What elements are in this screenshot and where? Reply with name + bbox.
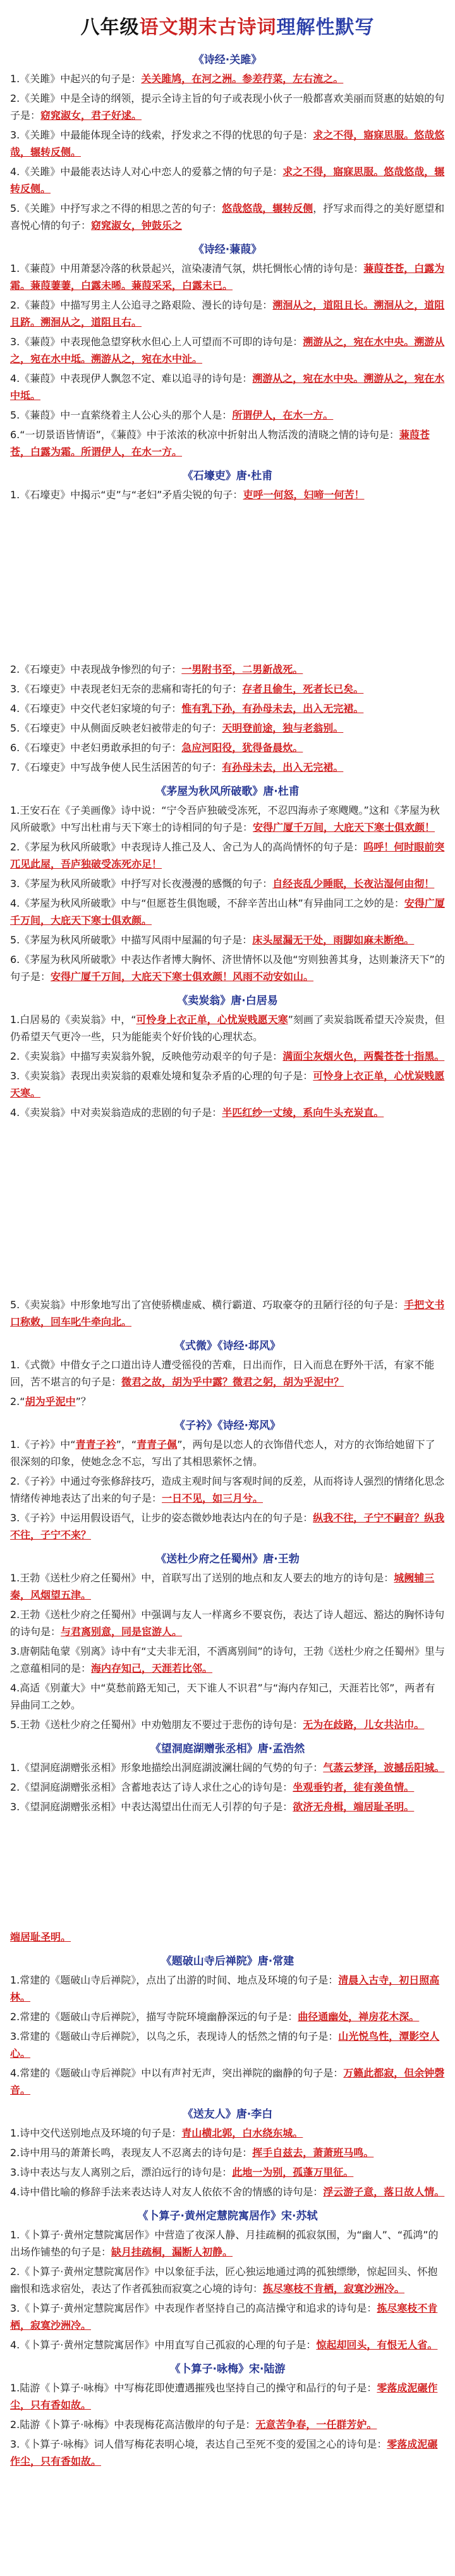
answer-text: 蒹葭苍苍，白露为霜。所谓伊人，在水一方。	[10, 429, 430, 458]
question-item	[10, 1972, 445, 2006]
answer-text: 可怜身上衣正单，心忧炭贱愿天寒。	[10, 1070, 445, 1099]
question-item	[10, 931, 445, 948]
answer-text: 气蒸云梦泽，波撼岳阳城。	[323, 1762, 445, 1774]
question-text: 3.《子衿》中运用假设语气，让步的姿态微妙地表达内在的句子是：	[10, 1512, 313, 1524]
title-grade: 八年级	[80, 16, 140, 39]
question-item	[10, 2416, 445, 2433]
answer-text: 胡为乎泥中	[25, 1395, 76, 1408]
section-heading: 《卜算子·咏梅》宋·陆游	[169, 2363, 286, 2376]
question-item	[10, 2226, 445, 2260]
question-item	[10, 739, 445, 756]
question-text: 4.常建的《题破山寺后禅院》中以有声衬无声，突出禅院的幽静的句子是：	[10, 2067, 344, 2079]
answer-text: 浮云游子意，落日故人情。	[323, 2186, 445, 2198]
question-text: 3.《茅屋为秋风所破歌》中抒写对长夜漫漫的感慨的句子：	[10, 878, 273, 890]
question-text: 2.《望洞庭湖赠张丞相》含蓄地表达了诗人求仕之心的诗句是：	[10, 1781, 293, 1793]
answer-text: 满面尘灰烟火色，两鬓苍苍十指黑。	[282, 1050, 445, 1062]
question-text: 2.《子衿》中通过夸张修辞技巧，造成主观时间与客观时间的反差，从而将诗人强烈的情绪化思念情绪传神地表达了出来的句子是：	[10, 1475, 445, 1504]
answer-text: 天明登前途，独与老翁别。	[222, 722, 344, 734]
answer-text: 呜呼！何时眼前突兀见此屋，吾庐独破受冻死亦足！	[10, 841, 445, 870]
question-text: 5.《石壕吏》中从侧面反映老妇被带走的句子：	[10, 722, 222, 734]
answer-text: 青青子衿	[75, 1438, 116, 1451]
question-text: 3.《石壕吏》中表现老妇无奈的悲痛和寄托的句子：	[10, 683, 243, 695]
answer-text: 无意苦争春，一任群芳妒。	[255, 2419, 377, 2431]
question-text: 1.王勃《送杜少府之任蜀州》中，首联写出了送别的地点和友人要去的地方的诗句是：	[10, 1572, 394, 1584]
question-text: 3.《卖炭翁》表现出卖炭翁的艰难处境和复杂矛盾的心理的句子是：	[10, 1070, 313, 1082]
question-text: 2.《石壕吏》中表现战争惨烈的句子：	[10, 663, 182, 675]
answer-text: 求之不得，寤寐思服。悠哉悠哉，辗转反侧。	[10, 166, 445, 195]
answer-text: 挥手自兹去，萧萧班马鸣。	[252, 2147, 374, 2159]
question-text: 1.《式微》中借女子之口道出诗人遭受徭役的苦难，日出而作，日入而息在野外干活，有家不能回，苦不堪言的句子是：	[10, 1359, 435, 1388]
answer-text: 有孙母未去，出入无完裙。	[222, 761, 344, 773]
question-item	[10, 90, 445, 124]
question-item	[10, 426, 445, 460]
question-item	[10, 1011, 445, 1045]
section-heading: 《式微》《诗经·邶风》	[174, 1340, 281, 1352]
question-item	[10, 1048, 445, 1065]
question-item	[10, 2064, 445, 2099]
section-heading: 《题破山寺后禅院》唐·常建	[161, 1955, 294, 1968]
answer-text: 端居耻圣明。	[10, 1931, 71, 1943]
question-item	[10, 1067, 445, 1101]
question-text: 2.诗中用马的萧萧长鸣，表现友人不忍离去的诗句是：	[10, 2147, 253, 2159]
question-item	[10, 1104, 445, 1121]
question-text: 6.《茅屋为秋风所破歌》中表达作者博大胸怀、济世情怀以及他“穷则独善其身，达则兼济天下”的句子是：	[10, 954, 445, 983]
continued-answer	[10, 1929, 445, 1946]
answer-text: 清晨入古寺，初日照高林。	[10, 1974, 440, 2003]
answer-text: 青山横北郭，白水绕东城。	[181, 2127, 303, 2139]
answer-text: 一日不见，如三月兮。	[162, 1492, 264, 1504]
question-item	[10, 661, 445, 678]
question-item	[10, 370, 445, 404]
question-item	[10, 70, 445, 87]
question-text: 4.《关雎》中最能表达诗人对心中恋人的爱慕之情的句子是：	[10, 166, 283, 178]
question-text: 3.《卜算子·黄州定慧院寓居作》中表现作者坚持自己的高洁操守和追求的诗句是：	[10, 2302, 377, 2314]
content-block-2	[10, 661, 445, 1124]
section-heading: 《送杜少府之任蜀州》唐·王勃	[155, 1553, 300, 1566]
section-heading: 《卜算子·黄州定慧院寓居作》宋·苏轼	[137, 2210, 318, 2223]
question-text: 2.《卖炭翁》中描写卖炭翁外貌，反映他劳动艰辛的句子是：	[10, 1050, 283, 1062]
question-text: 6.“一切景语皆情语”，《蒹葭》中于浓浓的秋凉中折射出人物活泼的清晓之情的诗句是：	[10, 429, 399, 441]
question-item	[10, 802, 445, 836]
answer-text: 万籁此都寂，但余钟磬音。	[10, 2067, 445, 2096]
question-item	[10, 407, 445, 424]
question-text: ”，两句是以恋人的衣饰借代恋人，对方的衣饰给她留下了很深刻的印象，使她念念不忘，写出了其相思萦怀之情。	[10, 1438, 435, 1468]
question-item	[10, 126, 445, 161]
question-text: 2.《茅屋为秋风所破歌》中表现诗人推己及人、舍己为人的高尚情怀的句子是：	[10, 841, 364, 853]
question-text: 5.《卖炭翁》中形象地写出了宫使骄横虚威、横行霸道、巧取豪夺的丑陋行径的句子是：	[10, 1299, 404, 1311]
question-item	[10, 2379, 445, 2413]
answer-text: 吏呼一何怒，妇啼一何苦！	[243, 489, 365, 501]
question-text: ”？	[75, 1395, 91, 1408]
question-text: 1.《蒹葭》中用萧瑟冷落的秋景起兴，渲染凄清气氛，烘托惆怅心情的诗句是：	[10, 262, 364, 274]
question-text: ，抒写求而得之的美好愿望和喜悦心情的句子：	[10, 202, 445, 231]
question-item	[10, 700, 445, 717]
answer-text: 悠哉悠哉，辗转反侧	[222, 202, 313, 214]
section-heading: 《望洞庭湖赠张丞相》唐·孟浩然	[150, 1743, 305, 1755]
answer-text: 曲径通幽处，禅房花木深。	[298, 2011, 420, 2023]
answer-text: 惊起却回头，有恨无人省。	[316, 2339, 438, 2351]
question-text: 5.《关雎》中抒写求之不得的相思之苦的句子：	[10, 202, 222, 214]
question-item	[10, 2183, 445, 2200]
question-item	[10, 1716, 445, 1733]
answer-text: 拣尽寒枝不肯栖，寂寞沙洲冷。	[263, 2283, 405, 2295]
question-item	[10, 1436, 445, 1470]
answer-text: 床头屋漏无干处，雨脚如麻未断绝。	[252, 934, 415, 946]
answer-text: 纵我不往，子宁不嗣音？纵我不往，子宁不来？	[10, 1512, 445, 1541]
answer-text: 溯游从之，宛在水中央。溯游从之，宛在水中坻。溯游从之，宛在水中沚。	[10, 336, 445, 365]
question-text: 3.《蒹葭》中表现他急望穿秋水但心上人可望而不可即的诗句是：	[10, 336, 303, 348]
question-text: 1.白居易的《卖炭翁》中，“	[10, 1014, 136, 1026]
answer-text: 青青子佩	[136, 1438, 178, 1451]
section-heading: 《子衿》《诗经·郑风》	[174, 1420, 281, 1432]
question-text: 4.《卜算子·黄州定慧院寓居作》中用直写自己孤寂的心理的句子是：	[10, 2339, 317, 2351]
answer-text: 拣尽寒枝不肯栖，寂寞沙洲冷。	[10, 2302, 438, 2331]
question-text: 2.《关雎》中是全诗的纲领，提示全诗主旨的句子或表现小伙子一般都喜欢美丽而贤惠的姑娘的句子是：	[10, 92, 445, 121]
question-text: 1.诗中交代送别地点及环境的句子是：	[10, 2127, 182, 2139]
answer-text: 一男附书至，二男新战死。	[181, 663, 303, 675]
title-type: 理解性默写	[276, 16, 375, 39]
question-item	[10, 2300, 445, 2334]
question-text: 3.《关雎》中最能体现全诗的线索，抒发求之不得的忧思的句子是：	[10, 129, 313, 141]
section-heading: 《茅屋为秋风所破歌》唐·杜甫	[155, 785, 300, 798]
answer-text: 城阙辅三秦，风烟望五津。	[10, 1572, 435, 1601]
question-item	[10, 1779, 445, 1796]
question-text: 4.《卖炭翁》中对卖炭翁造成的悲剧的句子是：	[10, 1107, 222, 1119]
question-item	[10, 2336, 445, 2353]
answer-text: 安得广厦千万间，大庇天下寒士俱欢颜！	[253, 821, 435, 833]
question-item	[10, 2144, 445, 2161]
content-block-3	[10, 1296, 445, 1818]
answer-text: 零落成泥碾作尘，只有香如故。	[10, 2438, 438, 2467]
answer-text: 安得广厦千万间，大庇天下寒士俱欢颜。	[10, 897, 445, 926]
question-item	[10, 333, 445, 367]
section-heading: 《诗经·蒹葭》	[193, 243, 262, 256]
question-text: 1.《卜算子·黄州定慧院寓居作》中营造了夜深人静、月挂疏桐的孤寂氛围，为“幽人”、“孤鸿”的出场作铺垫的句子是：	[10, 2229, 439, 2258]
question-item	[10, 260, 445, 294]
question-item	[10, 2028, 445, 2062]
question-text: 2.《卜算子·黄州定慧院寓居作》中以象征手法，匠心独运地通过鸿的孤独缥缈，惊起回头、怀抱幽恨和选求宿处，表达了作者孤独而寂寞之心境的诗句：	[10, 2266, 438, 2295]
question-item	[10, 1569, 445, 1604]
question-text: ”，“	[116, 1438, 137, 1451]
answer-text: 无为在歧路，儿女共沾巾。	[303, 1719, 425, 1731]
question-text: 5.《蒹葭》中一直萦绕着主人公心头的那个人是：	[10, 409, 233, 421]
question-item	[10, 1296, 445, 1330]
question-text: 7.《石壕吏》中写战争使人民生活困苦的句子：	[10, 761, 222, 773]
question-item	[10, 200, 445, 234]
question-text: 4.《蒹葭》中表现伊人飘忽不定、难以追寻的诗句是：	[10, 372, 253, 384]
question-item	[10, 1509, 445, 1543]
answer-text: 欲济无舟楫，端居耻圣明。	[293, 1801, 415, 1813]
answer-text: 关关雎鸠，在河之洲。参差荇菜，左右流之。	[141, 73, 344, 85]
question-item	[10, 680, 445, 697]
question-item	[10, 759, 445, 776]
question-text: 1.《石壕吏》中揭示“吏”与“老妇”矛盾尖锐的句子：	[10, 489, 243, 501]
question-text: 5.《茅屋为秋风所破歌》中描写风雨中屋漏的句子是：	[10, 934, 253, 946]
answer-text: 惟有乳下孙，有孙母未去，出入无完裙。	[181, 702, 364, 715]
question-text: 2.《蒹葭》中描写男主人公追寻之路艰险、漫长的诗句是：	[10, 299, 273, 311]
question-text: 2.“	[10, 1395, 25, 1408]
answer-text: 溯游从之，宛在水中央。溯游从之，宛在水中坻。	[10, 372, 445, 402]
page-title	[0, 11, 455, 39]
question-text: 1.《望洞庭湖赠张丞相》形象地描绘出洞庭湖波澜壮阔的气势的句子：	[10, 1762, 324, 1774]
answer-text: 所谓伊人，在水一方。	[232, 409, 334, 421]
content-block-1	[10, 44, 445, 506]
section-heading: 《送友人》唐·李白	[182, 2108, 273, 2121]
question-item	[10, 2008, 445, 2025]
section-heading: 《诗经·关雎》	[193, 54, 262, 66]
question-text: 3.常建的《题破山寺后禅院》，以鸟之乐，表现诗人的恬然之情的句子是：	[10, 2030, 339, 2042]
answer-text: 存者且偷生，死者长已矣。	[242, 683, 364, 695]
question-text: 4.《茅屋为秋风所破歌》中与“但愿苍生俱饱暖，不辞辛苦出山林”有异曲同工之妙的是：	[10, 897, 404, 909]
question-item	[10, 838, 445, 873]
answer-text: 微君之故，胡为乎中露？微君之躬，胡为乎泥中？	[121, 1376, 344, 1388]
answer-text: 海内存知己，天涯若比邻。	[91, 1662, 213, 1674]
question-item	[10, 1759, 445, 1776]
answer-text: 山光悦鸟性，潭影空人心。	[10, 2030, 440, 2059]
question-text: 2.陆游《卜算子·咏梅》中表现梅花高洁傲岸的句子是：	[10, 2419, 256, 2431]
answer-text: 半匹红纱一丈绫，系向牛头充炭直。	[222, 1107, 384, 1119]
question-text: 1.陆游《卜算子·咏梅》中写梅花即使遭遇摧残也坚持自己的操守和品行的句子是：	[10, 2382, 377, 2394]
question-text: 3.《望洞庭湖赠张丞相》中表达渴望出仕而无人引荐的句子是：	[10, 1801, 293, 1813]
answer-text: 可怜身上衣正单，心忧炭贱愿天寒	[136, 1014, 288, 1026]
question-item	[10, 720, 445, 737]
question-item	[10, 951, 445, 985]
section-heading: 《卖炭翁》唐·白居易	[177, 995, 278, 1007]
answer-text: 手把文书口称敕，回车叱牛牵向北。	[10, 1299, 445, 1328]
answer-text: 溯洄从之，道阻且长。溯洄从之，道阻且跻。溯洄从之，道阻且右。	[10, 299, 445, 328]
answer-text: 窈窕淑女，钟鼓乐之	[91, 219, 183, 231]
question-text: 2.常建的《题破山寺后禅院》，描写寺院环境幽静深远的句子是：	[10, 2011, 298, 2023]
question-text: 1.常建的《题破山寺后禅院》，点出了出游的时间、地点及环境的句子是：	[10, 1974, 339, 1986]
question-item	[10, 2263, 445, 2297]
question-text: 1.《子衿》中“	[10, 1438, 76, 1451]
answer-text: 急应河阳役，犹得备晨炊。	[181, 742, 303, 754]
question-item	[10, 1606, 445, 1640]
question-text: 4.诗中借比喻的修辞手法来表达诗人对友人依依不舍的情感的诗句是：	[10, 2186, 324, 2198]
question-text: 2.王勃《送杜少府之任蜀州》中强调与友人一样离乡不要哀伤，表达了诗人超远、豁达的胸怀诗句的诗句是：	[10, 1609, 445, 1638]
answer-text: 求之不得，寤寐思服。悠哉悠哉，辗转反侧。	[10, 129, 445, 158]
title-subject: 语文期末古诗词	[139, 16, 277, 39]
answer-text: 此地一为别，孤蓬万里征。	[232, 2166, 354, 2178]
question-text: ”刻画了卖炭翁既希望天冷炭贵，但仍希望天气更冷一些，只为能能卖个好价钱的心理状态。	[10, 1014, 445, 1043]
question-item	[10, 2125, 445, 2142]
answer-text: 安得广厦千万间，大庇天下寒士俱欢颜！风雨不动安如山。	[51, 971, 314, 983]
answer-text: 蒹葭苍苍，白露为霜。蒹葭萋萋，白露未晞。蒹葭采采，白露未已。	[10, 262, 445, 291]
question-item	[10, 1798, 445, 1815]
question-item	[10, 1643, 445, 1677]
question-item	[10, 2436, 445, 2470]
question-item	[10, 1679, 445, 1714]
question-text: 6.《石壕吏》中老妇勇敢承担的句子：	[10, 742, 182, 754]
question-text: 4.高适《别董大》中“莫愁前路无知己，天下谁人不识君”与“海内存知己，天涯若比邻”，两者有异曲同工之妙。	[10, 1682, 435, 1711]
question-item	[10, 895, 445, 929]
question-item	[10, 1393, 445, 1410]
question-text: 5.王勃《送杜少府之任蜀州》中劝勉朋友不要过于悲伤的诗句是：	[10, 1719, 303, 1731]
answer-text: 与君离别意，同是宦游人。	[61, 1626, 183, 1638]
answer-text: 缺月挂疏桐，漏断人初静。	[111, 2246, 233, 2258]
question-item	[10, 297, 445, 331]
question-text: 4.《石壕吏》中交代老妇家境的句子：	[10, 702, 182, 715]
answer-text: 自经丧乱少睡眠，长夜沾湿何由彻！	[272, 878, 435, 890]
question-text: 1.王安石在《子美画像》诗中说：“宁令吾庐独破受冻死，不忍四海赤子寒飕飕。”这和《茅屋为秋风所破歌》中写出杜甫与天下寒士的诗相同的句子是：	[10, 804, 440, 833]
question-item	[10, 163, 445, 197]
question-item	[10, 2164, 445, 2181]
question-text: 3.唐朝陆龟蒙《别离》诗中有“丈夫非无泪，不洒离别间”的诗句，王勃《送杜少府之任蜀州》里与之意蕴相同的是：	[10, 1645, 445, 1674]
question-item	[10, 875, 445, 892]
question-item	[10, 1356, 445, 1390]
answer-text: 坐观垂钓者，徒有羡鱼情。	[293, 1781, 415, 1793]
answer-text: 零落成泥碾作尘，只有香如故。	[10, 2382, 438, 2411]
answer-text: 窈窕淑女，君子好逑。	[40, 109, 142, 121]
question-text: 3.诗中表达与友人离别之后，漂泊远行的诗句是：	[10, 2166, 233, 2178]
section-heading: 《石壕吏》唐·杜甫	[182, 470, 273, 482]
question-item	[10, 486, 445, 503]
question-text: 1.《关雎》中起兴的句子是：	[10, 73, 142, 85]
question-text: 3.《卜算子·咏梅》词人借写梅花表明心境，表达自己至死不变的爱国之心的诗句是：	[10, 2438, 387, 2450]
question-item	[10, 1473, 445, 1507]
content-block-4	[10, 1929, 445, 2472]
